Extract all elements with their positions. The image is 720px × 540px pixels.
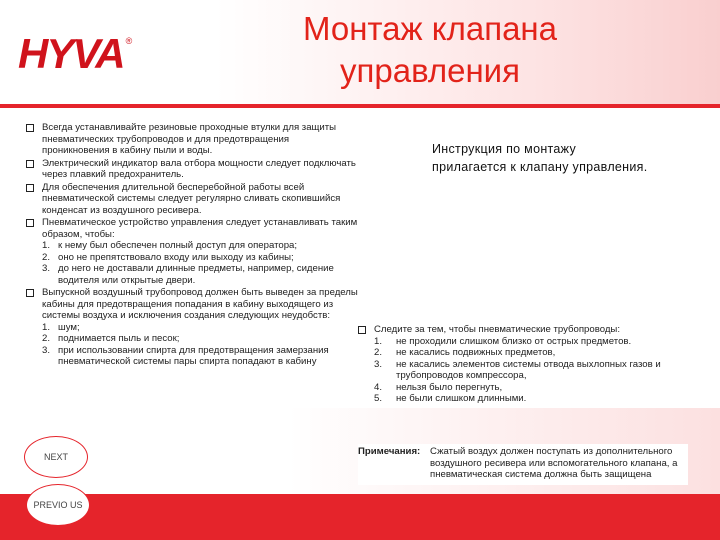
- page-title-line1: Монтаж клапана: [303, 10, 557, 47]
- page-title-line2: управления: [340, 52, 520, 89]
- list-item-text: Всегда устанавливайте резиновые проходные втулки для защиты пневматических трубопроводов и для предотвращения проникновения в кабину пыли и воды.: [42, 122, 337, 156]
- sub-item: [42, 345, 358, 368]
- hyva-logo: [18, 30, 132, 76]
- sub-item-text: нельзя было перегнуть,: [396, 381, 503, 393]
- sub-item-text: не касались подвижных предметов,: [396, 347, 556, 358]
- sub-item-text: не проходили слишком близко от острых предметов.: [396, 335, 632, 347]
- previous-button[interactable]: PREVIO US: [26, 484, 90, 526]
- sub-item: [374, 336, 698, 348]
- sub-item-number: 2.: [374, 347, 383, 358]
- sub-item-text: шум;: [58, 321, 80, 333]
- sub-item-text: не касались элементов системы отвода выхлопных газов и трубопроводов компрессора,: [396, 358, 661, 381]
- list-item-text: Выпускной воздушный трубопровод должен быть выведен за пределы кабины для предотвращения попадания в кабину выходящего из системы воздуха и исключения создания следующих неудобств:: [42, 287, 358, 321]
- sub-item-number: 2.: [42, 333, 51, 344]
- page-title: [250, 8, 610, 92]
- sub-item-number: 3.: [42, 263, 51, 274]
- sub-item: [374, 393, 698, 405]
- logo-text: HYVA: [18, 30, 124, 77]
- sub-item-number: 1.: [42, 240, 51, 251]
- checkbox-bullet-icon: [26, 289, 34, 297]
- sub-item-number: 1.: [374, 335, 383, 347]
- notes-text: Сжатый воздух должен поступать из дополнительного воздушного ресивера или вспомогательного клапана, а пневматическая система должна быть защищена: [430, 446, 678, 480]
- list-item: [26, 122, 358, 157]
- list-item-text: Следите за тем, чтобы пневматические трубопроводы:: [374, 324, 620, 335]
- sub-item-number: 1.: [42, 321, 51, 333]
- sub-item: [42, 322, 358, 334]
- checkbox-bullet-icon: [26, 184, 34, 192]
- bottom-bar: [0, 494, 720, 540]
- list-item: [26, 158, 358, 181]
- sub-item: [42, 333, 358, 345]
- checkbox-bullet-icon: [26, 160, 34, 168]
- right-bullet-list: [358, 322, 698, 406]
- sub-item-number: 2.: [42, 251, 51, 263]
- list-item-text: Электрический индикатор вала отбора мощности следует подключать через плавкий предохранитель.: [42, 157, 356, 180]
- sub-item-text: не были слишком длинными.: [396, 393, 527, 404]
- list-item: [26, 217, 358, 286]
- notes-block: [358, 444, 688, 485]
- sub-item-number: 3.: [374, 358, 383, 370]
- instruction-note: Инструкция по монтажу прилагается к клапану управления.: [432, 142, 648, 174]
- checkbox-bullet-icon: [26, 124, 34, 132]
- registered-mark: ®: [125, 36, 133, 46]
- sub-item: [374, 382, 698, 394]
- sub-item-number: 3.: [42, 344, 51, 356]
- notes-label: Примечания:: [358, 446, 421, 457]
- sub-item-number: 5.: [374, 393, 383, 404]
- checkbox-bullet-icon: [26, 219, 34, 227]
- sub-item: [42, 240, 358, 252]
- notes-row: [358, 446, 688, 481]
- sub-item-text: к нему был обеспечен полный доступ для оператора;: [58, 240, 298, 251]
- sub-item: [42, 252, 358, 264]
- sub-item-text: оно не препятствовало входу или выходу из кабины;: [58, 251, 294, 263]
- sub-item: [374, 347, 698, 359]
- sub-item: [374, 359, 698, 382]
- list-item: [26, 287, 358, 368]
- list-item-text: Пневматическое устройство управления следует устанавливать таким образом, чтобы:: [42, 217, 358, 240]
- sub-item-text: поднимается пыль и песок;: [58, 333, 180, 344]
- sub-item: [42, 263, 358, 286]
- list-item: [358, 324, 698, 405]
- sub-item-number: 4.: [374, 381, 383, 393]
- sub-item-text: при использовании спирта для предотвращения замерзания пневматической системы пары спирта попадают в кабину: [58, 344, 329, 367]
- list-item: [26, 182, 358, 217]
- next-button[interactable]: NEXT: [24, 436, 88, 478]
- checkbox-bullet-icon: [358, 326, 366, 334]
- list-item-text: Для обеспечения длительной бесперебойной работы всей пневматической системы следует регулярно сливать скопившийся конденсат из воздушного ресивера.: [42, 181, 341, 216]
- sub-item-text: до него не доставали длинные предметы, например, сидение водителя или открытые двери.: [58, 263, 334, 286]
- header-divider: [0, 104, 720, 108]
- left-bullet-list: [26, 122, 358, 369]
